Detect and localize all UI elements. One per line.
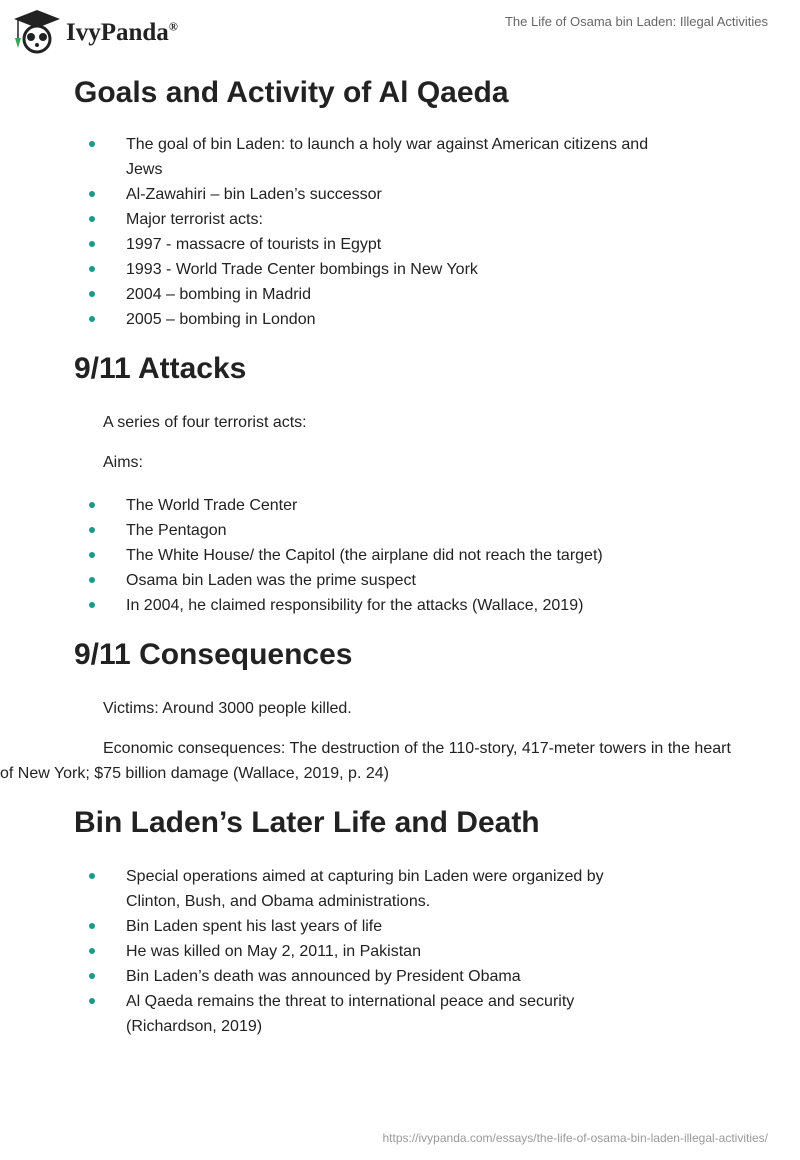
list-item: The World Trade Center [0, 493, 734, 518]
list-item: Osama bin Laden was the prime suspect [0, 568, 734, 593]
list-item: The goal of bin Laden: to launch a holy war against American citizens and Jews [0, 132, 734, 182]
section-heading: Goals and Activity of Al Qaeda [74, 76, 509, 109]
list-item: In 2004, he claimed responsibility for the attacks (Wallace, 2019) [0, 593, 734, 618]
panda-graduate-icon [12, 8, 62, 54]
section-heading: 9/11 Consequences [74, 638, 353, 671]
list-item: The Pentagon [0, 518, 734, 543]
list-item: He was killed on May 2, 2011, in Pakistan [0, 939, 734, 964]
bullet-list [0, 864, 734, 1039]
list-item: Bin Laden spent his last years of life [0, 914, 734, 939]
paragraph: Aims: [103, 454, 143, 471]
list-item: 1997 - massacre of tourists in Egypt [0, 232, 734, 257]
list-item: Special operations aimed at capturing bin Laden were organized by Clinton, Bush, and Obama administrations. [0, 864, 734, 914]
section-heading: Bin Laden’s Later Life and Death [74, 806, 540, 839]
list-item: Al-Zawahiri – bin Laden’s successor [0, 182, 734, 207]
list-item: 1993 - World Trade Center bombings in New York [0, 257, 734, 282]
list-item: Bin Laden’s death was announced by President Obama [0, 964, 734, 989]
paragraph: Victims: Around 3000 people killed. [103, 700, 352, 717]
source-url[interactable]: https://ivypanda.com/essays/the-life-of-osama-bin-laden-illegal-activities/ [382, 1131, 768, 1145]
document-content [0, 76, 734, 1039]
registered-mark: ® [168, 19, 178, 34]
document-title: The Life of Osama bin Laden: Illegal Activities [504, 14, 768, 29]
list-item: Al Qaeda remains the threat to international peace and security (Richardson, 2019) [0, 989, 734, 1039]
list-item: The White House/ the Capitol (the airplane did not reach the target) [0, 543, 734, 568]
ivypanda-logo[interactable] [12, 8, 178, 54]
list-item: Major terrorist acts: [0, 207, 734, 232]
section-heading: 9/11 Attacks [74, 352, 247, 385]
bullet-list [0, 132, 734, 332]
list-item: 2004 – bombing in Madrid [0, 282, 734, 307]
list-item: 2005 – bombing in London [0, 307, 734, 332]
paragraph: A series of four terrorist acts: [103, 414, 307, 431]
paragraph: Economic consequences: The destruction of the 110-story, 417-meter towers in the heart of New York; $75 billion damage (Wallace, 2019, p. 24) [0, 740, 731, 782]
bullet-list [0, 493, 734, 618]
brand-name: IvyPanda [66, 19, 169, 46]
